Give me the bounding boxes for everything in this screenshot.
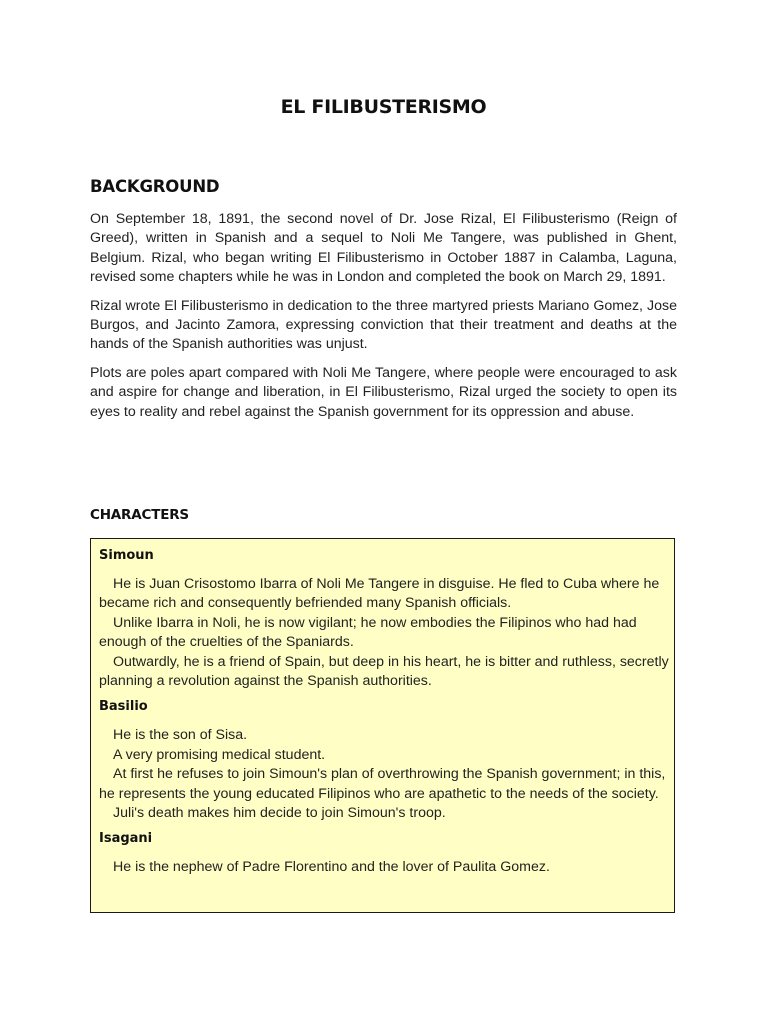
- page-title: EL FILIBUSTERISMO: [280, 96, 487, 118]
- character-entry-simoun: [99, 548, 669, 691]
- character-name: Simoun: [99, 548, 154, 563]
- character-description: He is the son of Sisa.: [113, 727, 248, 744]
- character-description: Juli's death makes him decide to join Simoun's troop.: [113, 805, 446, 822]
- character-entry-basilio: [99, 699, 669, 823]
- character-description: At first he refuses to join Simoun's plan of overthrowing the Spanish government; in this, he represents the young educated Filipinos who are apathetic to the needs of the society.: [99, 766, 666, 802]
- character-description: He is the nephew of Padre Florentino and the lover of Paulita Gomez.: [113, 859, 550, 876]
- character-entry-isagani: [99, 831, 669, 877]
- background-section: [90, 210, 677, 431]
- character-name: Isagani: [99, 831, 153, 847]
- background-heading: BACKGROUND: [90, 177, 220, 196]
- character-name: Basilio: [99, 699, 148, 715]
- character-description: A very promising medical student.: [113, 746, 326, 763]
- characters-box: [90, 538, 675, 913]
- character-description: Outwardly, he is a friend of Spain, but deep in his heart, he is bitter and ruthless, secretly planning a revolution against the Spanish authorities.: [99, 653, 669, 690]
- background-paragraph: Plots are poles apart compared with Noli Me Tangere, where people were encouraged to ask and aspire for change and liberation, in El Filibusterismo, Rizal urged the society to open its eyes to reality and rebel against the Spanish government for its oppression and abuse.: [90, 364, 677, 420]
- background-paragraph: On September 18, 1891, the second novel of Dr. Jose Rizal, El Filibusterismo (Reign of Greed), written in Spanish and a sequel to Noli Me Tangere, was published in Ghent, Belgium. Rizal, who began writing El Filibusterismo in October 1887 in Calamba, Laguna, revised some chapters while he was in London and completed the book on March 29, 1891.: [90, 211, 677, 286]
- characters-list: [99, 548, 669, 886]
- background-paragraph: Rizal wrote El Filibusterismo in dedication to the three martyred priests Mariano Gomez, Jose Burgos, and Jacinto Zamora, expressing conviction that their treatment and deaths at the hands of the Spanish authorities was unjust.: [90, 297, 677, 353]
- character-description: Unlike Ibarra in Noli, he is now vigilant; he now embodies the Filipinos who had had enough of the cruelties of the Spaniards.: [99, 614, 637, 651]
- characters-heading: CHARACTERS: [90, 507, 189, 523]
- character-description: He is Juan Crisostomo Ibarra of Noli Me Tangere in disguise. He fled to Cuba where he became rich and consequently befriended many Spanish officials.: [99, 576, 660, 612]
